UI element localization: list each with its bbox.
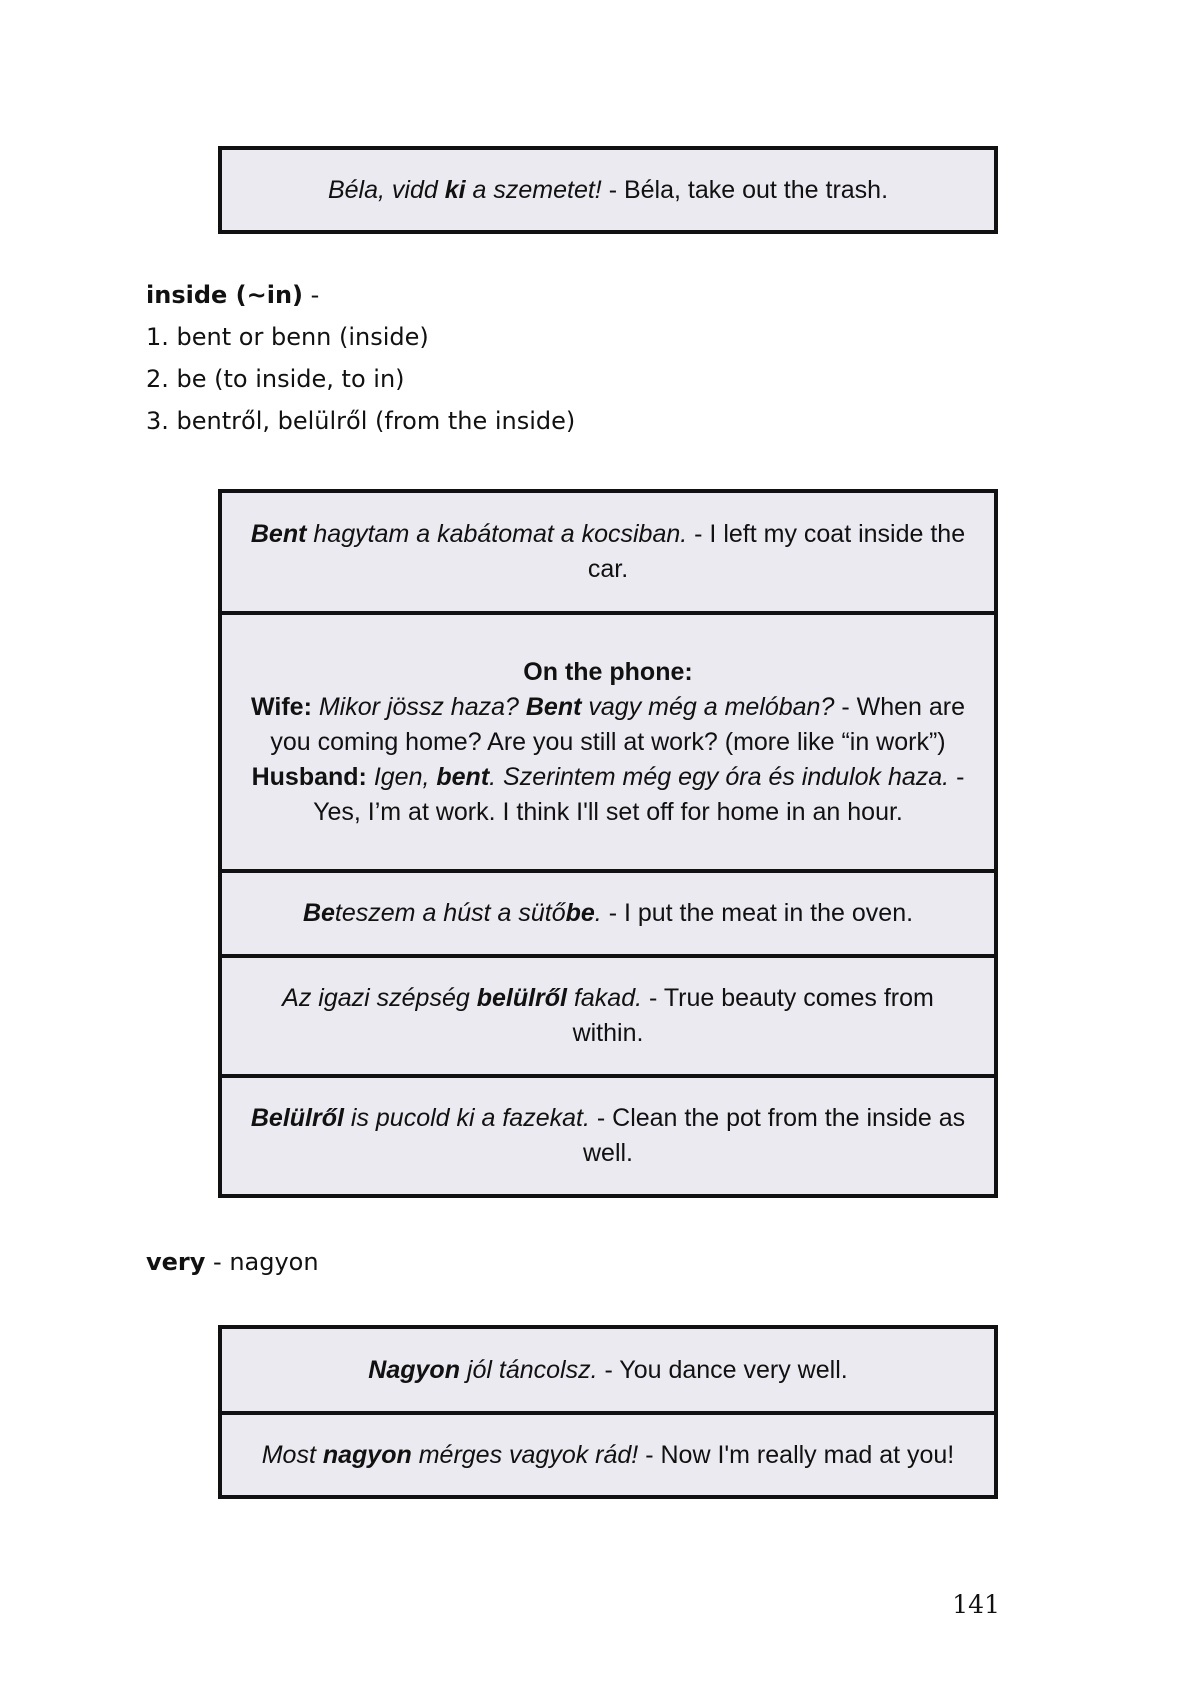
example-row <box>222 493 994 611</box>
example-table-inside <box>218 489 998 1198</box>
entry-meaning: - nagyon <box>205 1248 319 1276</box>
example-sentence <box>328 173 888 208</box>
english-translation: - Clean the pot from the inside as well. <box>582 1104 966 1167</box>
english-translation: - Yes, I’m at work. I think I'll set off for home in an hour. <box>313 762 965 826</box>
page-number: 141 <box>952 1590 1000 1619</box>
example-sentence <box>248 517 968 587</box>
example-sentence <box>303 896 913 931</box>
example-row <box>222 1329 994 1411</box>
dialogue-heading: On the phone: <box>523 657 693 686</box>
example-sentence <box>248 981 968 1051</box>
english-translation: - I left my coat inside the car. <box>587 520 966 583</box>
dialogue <box>248 655 968 830</box>
hungarian-text: Mikor jössz haza? <box>311 692 526 721</box>
hungarian-text: fakad. <box>567 984 643 1012</box>
entry-headword: very <box>146 1248 206 1276</box>
example-row-dialogue <box>222 611 994 869</box>
example-table-out <box>218 146 998 234</box>
highlighted-word: bent <box>436 762 490 791</box>
example-sentence <box>248 1101 968 1171</box>
hungarian-text: vagy még a melóban? <box>581 692 835 721</box>
entry-sense: 2. be (to inside, to in) <box>146 365 405 393</box>
hungarian-text: . <box>594 899 602 927</box>
highlighted-word: Bent <box>250 520 307 548</box>
entry-sense: 1. bent or benn (inside) <box>146 323 429 351</box>
english-translation: - Now I'm really mad at you! <box>638 1440 955 1469</box>
hungarian-text: . Szerintem még egy óra és indulok haza. <box>489 762 950 791</box>
example-row <box>222 869 994 954</box>
speaker-label: Wife: <box>251 692 312 721</box>
entry-heading <box>146 1241 319 1283</box>
english-translation: - When are you coming home? Are you still at work? (more like “in work”) <box>270 692 965 756</box>
hungarian-text: teszem a húst a sütő <box>334 899 566 927</box>
hungarian-text: hagytam a kabátomat a kocsiban. <box>306 520 688 548</box>
entry-dash: - <box>303 281 320 309</box>
hungarian-text: a szemetet! <box>465 175 602 204</box>
example-sentence <box>368 1353 847 1388</box>
highlighted-word: be <box>565 899 595 927</box>
entry-heading <box>146 274 575 316</box>
highlighted-word: Bent <box>525 692 582 721</box>
english-translation: - You dance very well. <box>597 1355 848 1384</box>
hungarian-text: jól táncolsz. <box>459 1355 598 1384</box>
entry-headword: inside (~in) <box>146 281 303 309</box>
entry-sense: 3. bentről, belülről (from the inside) <box>146 407 576 435</box>
hungarian-text: Béla, vidd <box>327 175 445 204</box>
highlighted-word: Belülről <box>250 1104 344 1132</box>
highlighted-word: belülről <box>476 984 567 1012</box>
example-row <box>222 1411 994 1495</box>
hungarian-text: mérges vagyok rád! <box>411 1440 639 1469</box>
hungarian-text: is pucold ki a fazekat. <box>343 1104 590 1132</box>
english-translation: - I put the meat in the oven. <box>601 899 914 927</box>
hungarian-text: Az igazi szépség <box>282 984 477 1012</box>
highlighted-word: ki <box>444 175 466 204</box>
example-table-very <box>218 1325 998 1499</box>
example-row <box>222 954 994 1074</box>
highlighted-word: Nagyon <box>368 1355 460 1384</box>
speaker-label: Husband: <box>251 762 367 791</box>
example-row <box>222 1074 994 1194</box>
english-translation: - True beauty comes from within. <box>572 984 934 1047</box>
hungarian-text: Most <box>261 1440 323 1469</box>
vocab-entry-inside <box>146 274 575 442</box>
highlighted-word: Be <box>302 899 335 927</box>
example-sentence <box>262 1438 955 1473</box>
english-translation: - Béla, take out the trash. <box>601 175 889 204</box>
vocab-entry-very <box>146 1241 319 1283</box>
hungarian-text: Igen, <box>366 762 437 791</box>
highlighted-word: nagyon <box>322 1440 412 1469</box>
example-row <box>222 150 994 230</box>
